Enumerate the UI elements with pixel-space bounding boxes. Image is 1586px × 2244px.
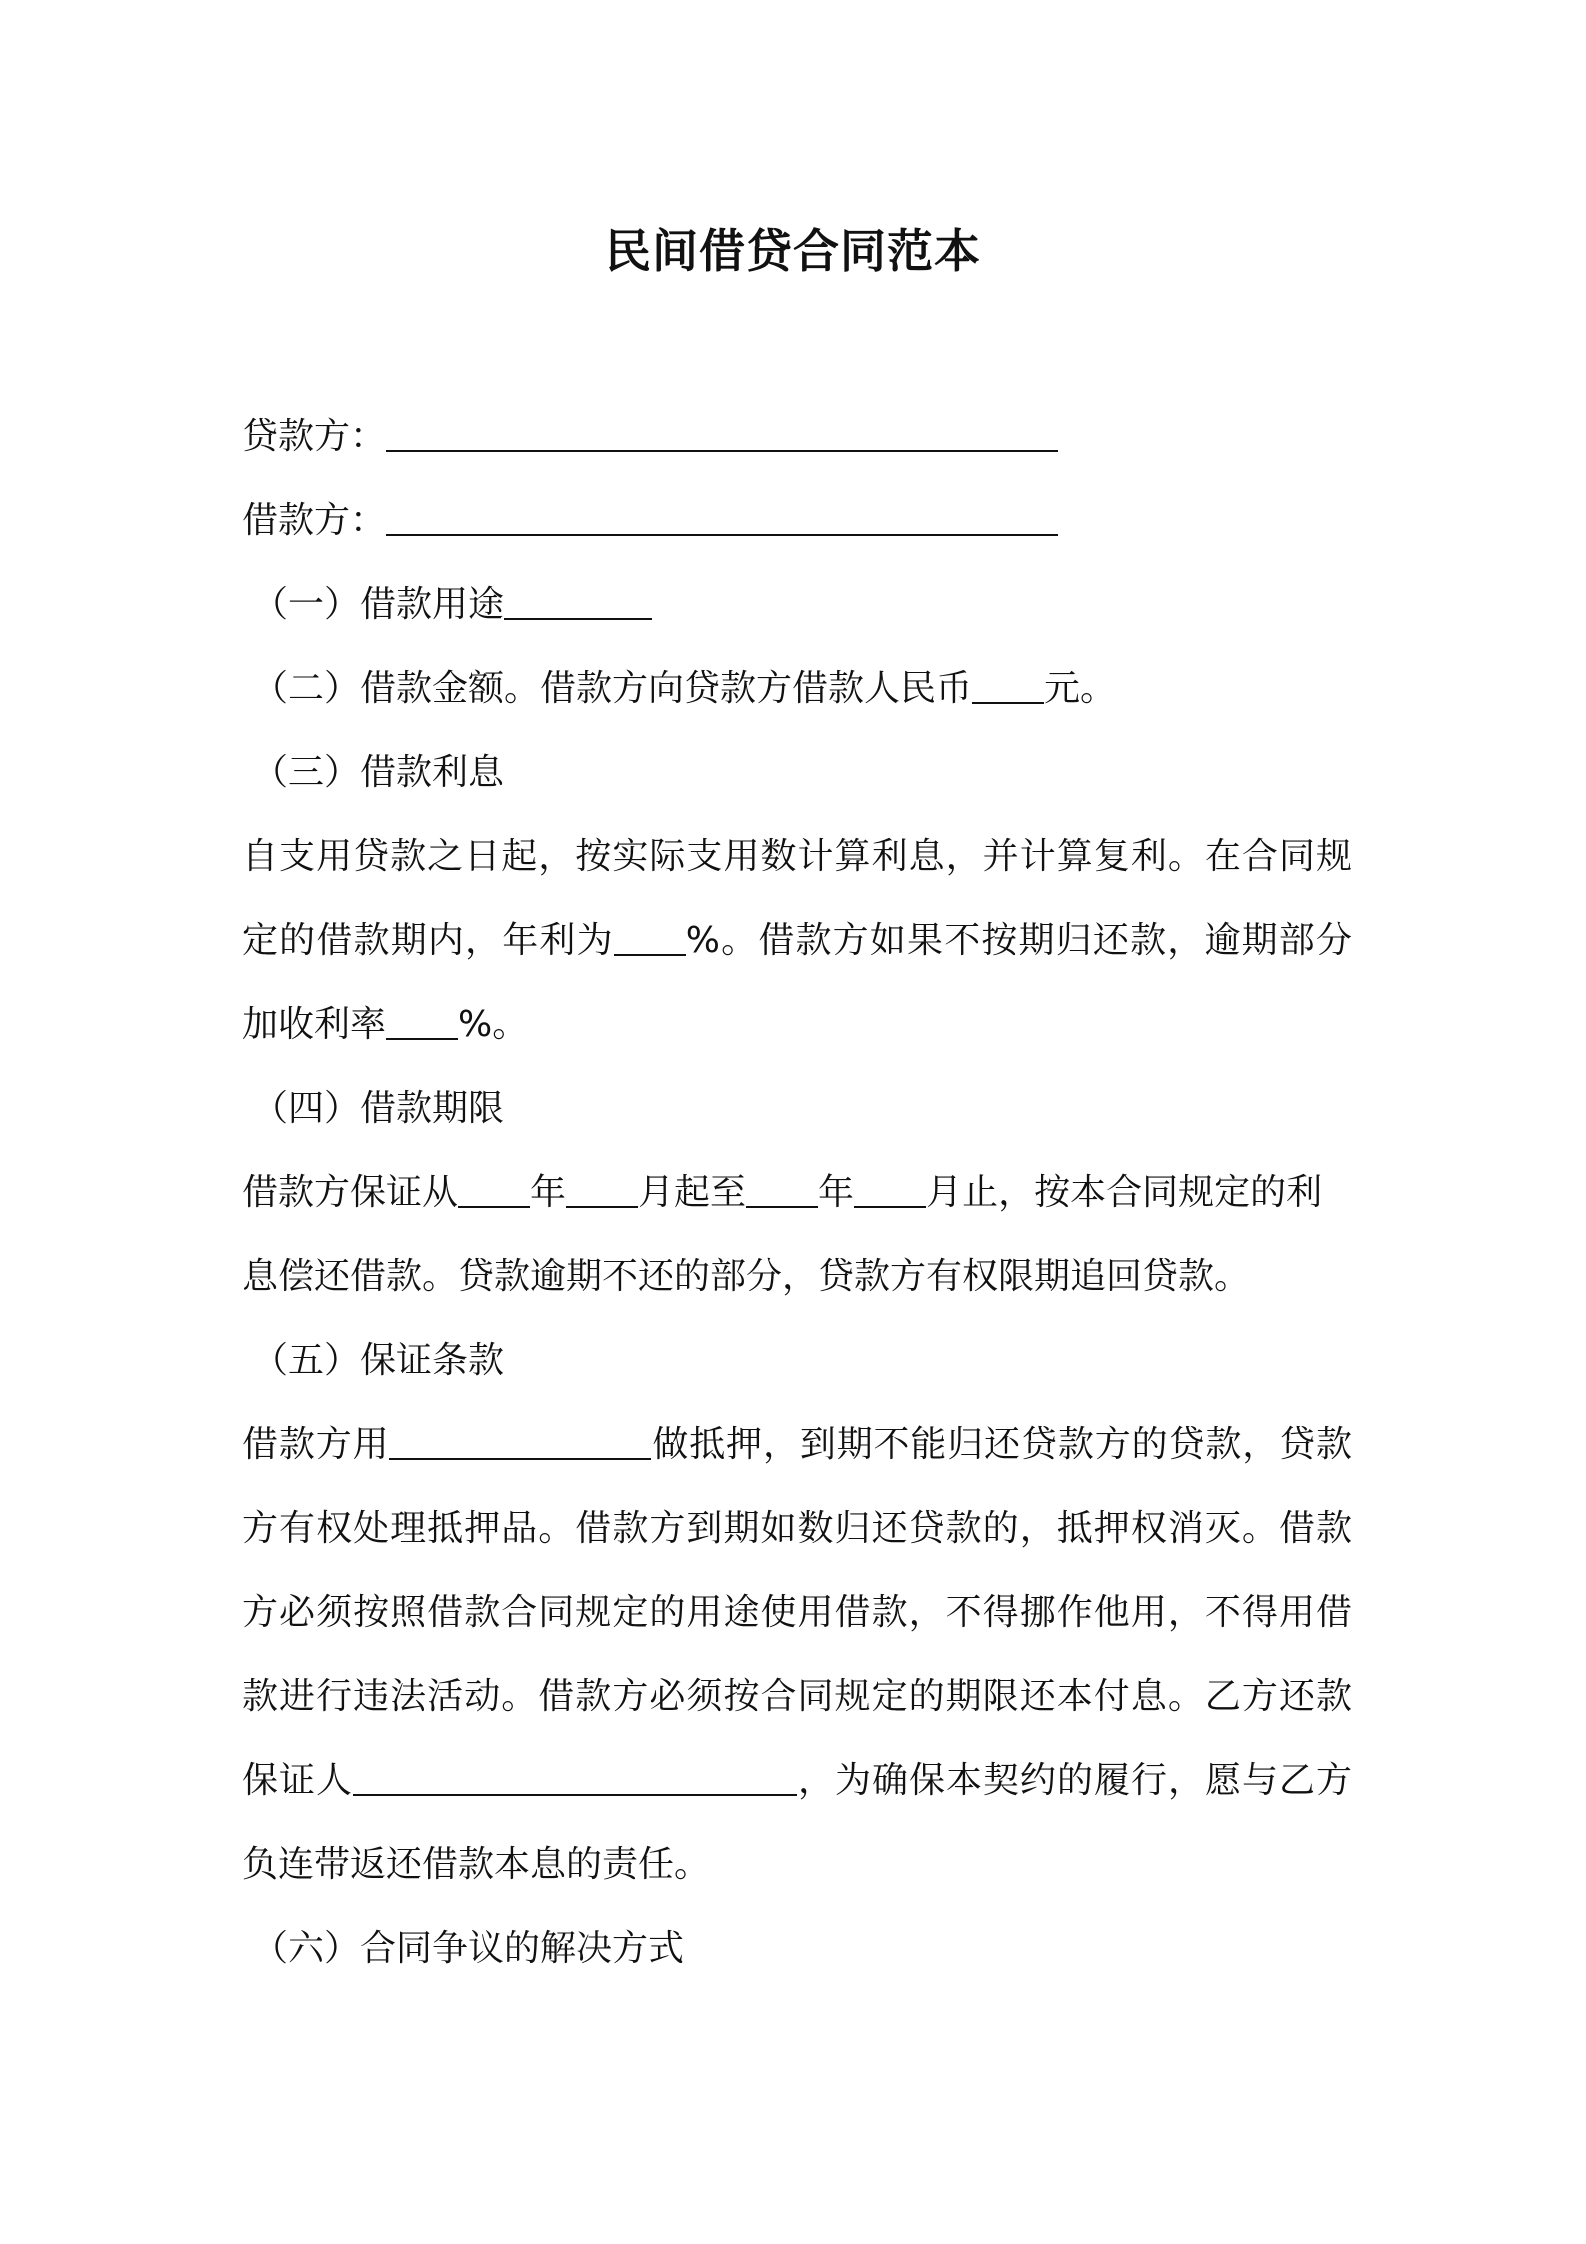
section-5-body-line-2 [242, 1504, 1352, 1554]
lender-line [242, 412, 1352, 462]
section-3-heading [252, 748, 1362, 798]
section-4-heading [252, 1084, 1362, 1134]
section-3-line-3-text-b: %。 [458, 1004, 529, 1045]
section-5-line-5-text-a: 保证人 [242, 1760, 353, 1801]
collateral-blank[interactable] [389, 1422, 651, 1460]
section-3-body-line-1 [242, 832, 1352, 882]
section-5-line-5-text-b: ，为确保本契约的履行，愿与乙方 [797, 1760, 1352, 1801]
section-4-heading-text: （四）借款期限 [252, 1088, 505, 1129]
guarantor-blank[interactable] [353, 1758, 797, 1796]
section-3-heading-text: （三）借款利息 [252, 752, 505, 793]
section-5-body-line-4 [242, 1672, 1352, 1722]
lender-name-blank[interactable] [386, 414, 1058, 452]
section-6-heading-text: （六）合同争议的解决方式 [252, 1928, 685, 1969]
section-2-text-a: （二）借款金额。借款方向贷款方借款人民币 [252, 668, 973, 709]
loan-amount-blank[interactable] [972, 666, 1044, 704]
start-month-blank[interactable] [566, 1170, 638, 1208]
section-5-heading-text: （五）保证条款 [252, 1340, 505, 1381]
borrower-line [242, 496, 1352, 546]
section-5-body-line-3 [242, 1588, 1352, 1638]
borrower-label: 借款方： [242, 500, 387, 541]
section-5-body-line-5 [242, 1756, 1352, 1806]
section-3-body-line-3 [242, 1000, 1352, 1050]
section-4-line-1-text-b: 年 [530, 1172, 567, 1213]
end-year-blank[interactable] [746, 1170, 818, 1208]
section-3-line-3-text-a: 加收利率 [242, 1004, 387, 1045]
section-2-text-b: 元。 [1044, 668, 1117, 709]
borrower-name-blank[interactable] [386, 498, 1058, 536]
lender-label: 贷款方： [242, 416, 387, 457]
document-title: 民间借贷合同范本 [605, 224, 981, 278]
section-5-heading [252, 1336, 1362, 1386]
section-4-line-1-text-c: 月起至 [638, 1172, 747, 1213]
section-4-line-2-text: 息偿还借款。贷款逾期不还的部分，贷款方有权限期追回贷款。 [242, 1256, 1251, 1297]
loan-purpose-blank[interactable] [504, 582, 652, 620]
section-1-heading: （一）借款用途 [252, 584, 505, 625]
section-3-body-line-2 [242, 916, 1352, 966]
section-4-line-1-text-a: 借款方保证从 [242, 1172, 459, 1213]
section-5-body-line-1 [242, 1420, 1352, 1470]
section-2-line [252, 664, 1362, 714]
section-3-line-1-text: 自支用贷款之日起，按实际支用数计算利息，并计算复利。在合同规 [242, 836, 1352, 877]
section-4-line-1-text-e: 月止，按本合同规定的利 [926, 1172, 1323, 1213]
section-5-line-4-text: 款进行违法活动。借款方必须按合同规定的期限还本付息。乙方还款 [242, 1676, 1352, 1717]
section-5-line-2-text: 方有权处理抵押品。借款方到期如数归还贷款的，抵押权消灭。借款 [242, 1508, 1352, 1549]
overdue-rate-blank[interactable] [386, 1002, 458, 1040]
end-month-blank[interactable] [854, 1170, 926, 1208]
section-5-line-1-text-a: 借款方用 [242, 1424, 390, 1465]
annual-rate-blank[interactable] [614, 918, 686, 956]
start-year-blank[interactable] [458, 1170, 530, 1208]
section-4-line-1-text-d: 年 [818, 1172, 855, 1213]
section-3-line-2-text-b: %。借款方如果不按期归还款，逾期部分 [685, 920, 1352, 961]
section-5-line-6-text: 负连带返还借款本息的责任。 [242, 1844, 711, 1885]
section-3-line-2-text-a: 定的借款期内，年利为 [242, 920, 614, 961]
section-4-body-line-2 [242, 1252, 1352, 1302]
section-5-body-line-6 [242, 1840, 1352, 1890]
section-5-line-1-text-b: 做抵押，到期不能归还贷款方的贷款，贷款 [651, 1424, 1352, 1465]
section-1-heading-line [252, 580, 1362, 630]
section-4-body-line-1 [242, 1168, 1352, 1218]
section-6-heading [252, 1924, 1362, 1974]
section-5-line-3-text: 方必须按照借款合同规定的用途使用借款，不得挪作他用，不得用借 [242, 1592, 1352, 1633]
